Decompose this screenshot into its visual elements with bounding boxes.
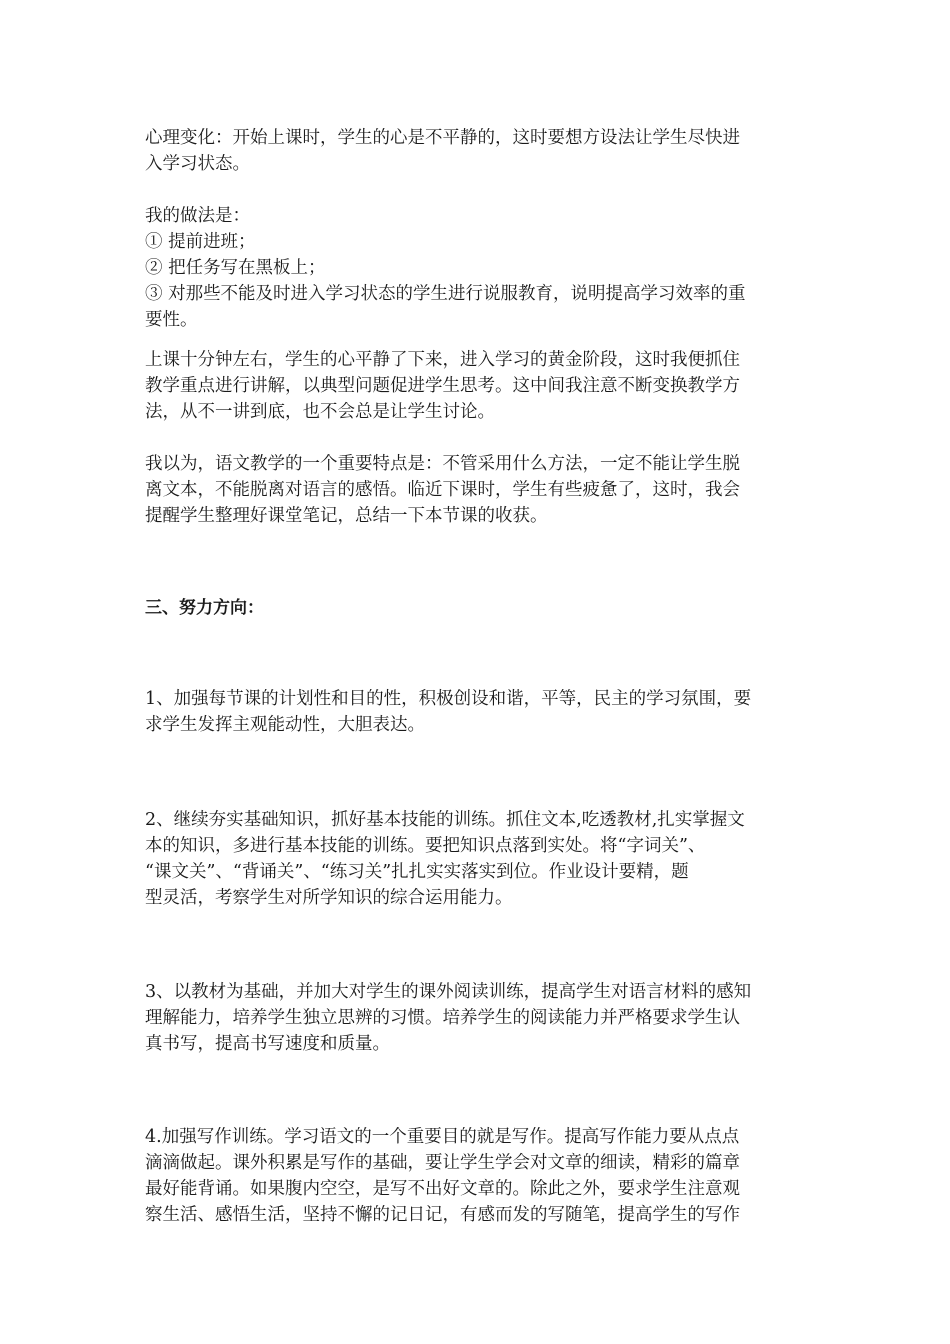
text-line: 型灵活，考察学生对所学知识的综合运用能力。 <box>145 888 513 908</box>
text-line: 滴滴做起。课外积累是写作的基础，要让学生学会对文章的细读，精彩的篇章 <box>145 1153 740 1173</box>
text-line: 我以为，语文教学的一个重要特点是：不管采用什么方法，一定不能让学生脱 <box>145 454 740 474</box>
text-line: 提醒学生整理好课堂笔记，总结一下本节课的收获。 <box>145 506 548 526</box>
text-line: 教学重点进行讲解，以典型问题促进学生思考。这中间我注意不断变换教学方 <box>145 376 740 396</box>
text-line: 1、加强每节课的计划性和目的性，积极创设和谐，平等，民主的学习氛围，要 <box>145 689 752 709</box>
paragraph-golden-stage <box>145 347 810 425</box>
list-item: ② 把任务写在黑板上； <box>145 258 326 278</box>
paragraph-item-3 <box>145 979 810 1057</box>
heading-text: 三、努力方向： <box>145 598 264 618</box>
paragraph-item-4 <box>145 1124 810 1228</box>
text-line: 察生活、感悟生活，坚持不懈的记日记，有感而发的写随笔，提高学生的写作 <box>145 1205 740 1225</box>
text-line: 法，从不一讲到底，也不会总是让学生讨论。 <box>145 402 495 422</box>
text-line: 真书写，提高书写速度和质量。 <box>145 1034 390 1054</box>
paragraph-my-approach <box>145 203 810 333</box>
text-line: 要性。 <box>145 310 198 330</box>
text-line: 本的知识，多进行基本技能的训练。要把知识点落到实处。将“字词关”、 <box>145 836 706 856</box>
text-line: 3、以教材为基础，并加大对学生的课外阅读训练，提高学生对语言材料的感知 <box>145 982 752 1002</box>
text-line: 心理变化：开始上课时，学生的心是不平静的，这时要想方设法让学生尽快进 <box>145 128 740 148</box>
text-line: 入学习状态。 <box>145 154 250 174</box>
text-line: “课文关”、“背诵关”、“练习关”扎扎实实落实到位。作业设计要精，题 <box>145 862 689 882</box>
paragraph-teaching-feature <box>145 451 810 529</box>
text-line: 我的做法是： <box>145 206 250 226</box>
text-line: 最好能背诵。如果腹内空空，是写不出好文章的。除此之外，要求学生注意观 <box>145 1179 740 1199</box>
section-heading <box>145 595 810 621</box>
paragraph-psychological-change <box>145 125 810 177</box>
text-line: 离文本，不能脱离对语言的感悟。临近下课时，学生有些疲惫了，这时，我会 <box>145 480 740 500</box>
paragraph-item-1 <box>145 686 810 738</box>
text-line: 4.加强写作训练。学习语文的一个重要目的就是写作。提高写作能力要从点点 <box>145 1127 740 1147</box>
list-item: ③ 对那些不能及时进入学习状态的学生进行说服教育，说明提高学习效率的重 <box>145 284 746 304</box>
paragraph-item-2 <box>145 807 810 911</box>
text-line: 2、继续夯实基础知识，抓好基本技能的训练。抓住文本,吃透教材,扎实掌握文 <box>145 810 745 830</box>
text-line: 上课十分钟左右，学生的心平静了下来，进入学习的黄金阶段，这时我便抓住 <box>145 350 740 370</box>
text-line: 求学生发挥主观能动性，大胆表达。 <box>145 715 425 735</box>
text-line: 理解能力，培养学生独立思辨的习惯。培养学生的阅读能力并严格要求学生认 <box>145 1008 740 1028</box>
list-item: ① 提前进班； <box>145 232 256 252</box>
